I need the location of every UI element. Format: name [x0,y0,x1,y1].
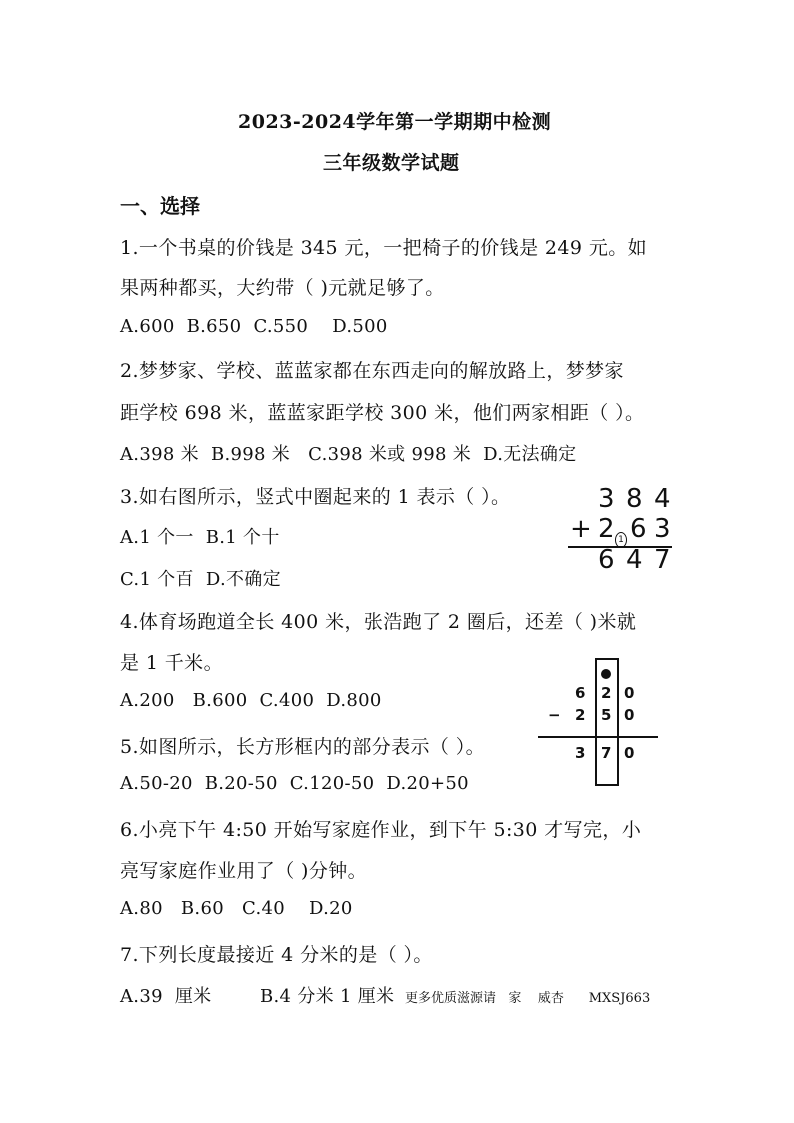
addend-1-hundreds: 3 [598,484,615,514]
sum-tens: 4 [626,545,643,575]
subtrahend-ones: 0 [624,706,635,724]
subtrahend-hundreds: 2 [575,706,586,724]
question-7-option-a: A.39 厘米 [120,986,212,1007]
question-6-line-2: 亮写家庭作业用了（ )分钟。 [120,860,368,882]
question-5-line-1: 5.如图所示，长方形框内的部分表示（ ）。 [120,736,486,758]
carry-digit: 1 [618,535,624,545]
question-4-options: A.200 B.600 C.400 D.800 [120,690,382,711]
question-6-options: A.80 B.60 C.40 D.20 [120,898,353,919]
question-3-options-2: C.1 个百 D.不确定 [120,569,281,590]
question-3-options-1: A.1 个一 B.1 个十 [120,527,280,548]
sum-hundreds: 6 [598,545,615,575]
question-5-options: A.50-20 B.20-50 C.120-50 D.20+50 [120,773,469,794]
minuend-tens: 2 [601,684,612,702]
question-1-options: A.600 B.650 C.550 D.500 [120,316,388,337]
addend-2-tens: 6 [630,514,647,544]
question-4-line-1: 4.体育场跑道全长 400 米，张浩跑了 2 圈后，还差（ )米就 [120,611,637,633]
dot-marker [601,669,611,679]
question-2-options: A.398 米 B.998 米 C.398 米或 998 米 D.无法确定 [120,444,577,465]
question-3-line-1: 3.如右图所示，竖式中圈起来的 1 表示（ ）。 [120,486,511,508]
question-1-line-1: 1.一个书桌的价钱是 345 元，一把椅子的价钱是 249 元。如 [120,237,648,259]
addend-2-ones: 3 [654,514,671,544]
question-4-line-2: 是 1 千米。 [120,652,223,674]
minuend-hundreds: 6 [575,684,586,702]
page-title: 2023-2024学年第一学期期中检测 [238,111,552,133]
difference-line [538,736,658,738]
addend-2-hundreds: 2 [598,514,615,544]
page-subtitle: 三年级数学试题 [323,152,460,174]
difference-ones: 0 [624,744,635,762]
plus-sign: + [570,514,592,544]
question-2-line-1: 2.梦梦家、学校、蓝蓝家都在东西走向的解放路上，梦梦家 [120,360,624,382]
sum-ones: 7 [654,545,671,575]
difference-hundreds: 3 [575,744,586,762]
question-1-line-2: 果两种都买，大约带（ )元就足够了。 [120,277,445,299]
section-heading: 一、选择 [120,194,200,218]
watermark-text: 更多优质滋源请 家 威杏 MXSJ663 [405,991,651,1006]
minus-sign: − [548,706,561,724]
difference-tens: 7 [601,744,612,762]
question-6-line-1: 6.小亮下午 4:50 开始写家庭作业，到下午 5:30 才写完，小 [120,819,642,841]
subtraction-figure [538,656,660,786]
minuend-ones: 0 [624,684,635,702]
question-7-option-b: B.4 分米 1 厘米 [260,986,395,1007]
addend-1-ones: 4 [654,484,671,514]
question-7-line-1: 7.下列长度最接近 4 分米的是（ ）。 [120,944,433,966]
addend-1-tens: 8 [626,484,643,514]
subtrahend-tens: 5 [601,706,612,724]
addition-figure [560,484,675,574]
question-2-line-2: 距学校 698 米，蓝蓝家距学校 300 米，他们两家相距（ ）。 [120,402,645,424]
